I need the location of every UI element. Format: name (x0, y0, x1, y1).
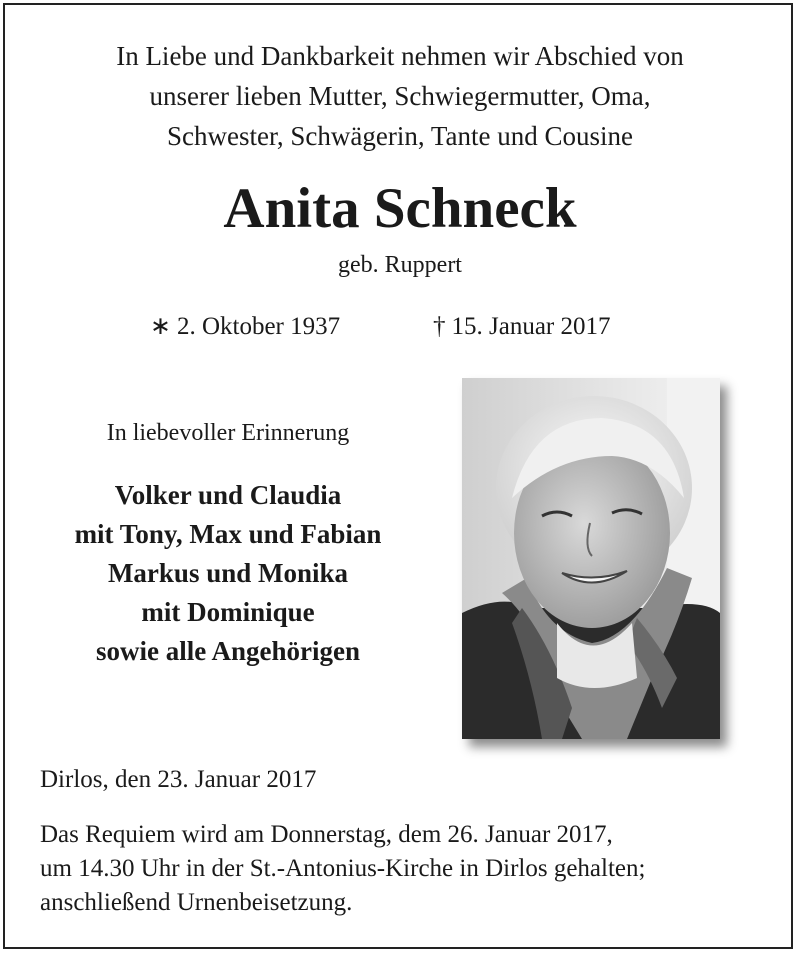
mourner-line: mit Tony, Max und Fabian (74, 519, 382, 549)
intro-line: unserer lieben Mutter, Schwiegermutter, Oma, (149, 81, 651, 111)
intro-line: In Liebe und Dankbarkeit nehmen wir Abschied von (116, 41, 684, 71)
memory-text: In liebevoller Erinnerung (106, 420, 350, 446)
intro-line: Schwester, Schwägerin, Tante und Cousine (167, 121, 633, 151)
death-date (433, 312, 611, 342)
requiem-line: anschließend Urnenbeisetzung. (40, 889, 353, 916)
birth-date-text: 2. Oktober 1937 (176, 313, 341, 340)
mourner-line: Volker und Claudia (114, 480, 342, 510)
intro-text (0, 36, 800, 156)
birth-date (150, 312, 340, 342)
requiem-notice (40, 818, 756, 920)
death-date-text: 15. Januar 2017 (451, 313, 611, 340)
death-cross-icon: † (433, 313, 446, 340)
requiem-line: um 14.30 Uhr in der St.-Antonius-Kirche in Dirlos gehalten; (40, 855, 646, 882)
mourner-line: sowie alle Angehörigen (96, 636, 360, 666)
birth-star-icon: ∗ (150, 313, 171, 340)
mourner-line: mit Dominique (141, 597, 315, 627)
place-and-date: Dirlos, den 23. Januar 2017 (40, 766, 317, 793)
requiem-line: Das Requiem wird am Donnerstag, dem 26. Januar 2017, (40, 821, 613, 848)
maiden-name: geb. Ruppert (338, 252, 462, 278)
mourner-line: Markus und Monika (107, 558, 349, 588)
portrait-photo (462, 378, 720, 739)
deceased-name: Anita Schneck (223, 177, 577, 240)
portrait-illustration (462, 378, 720, 739)
mourners-list (0, 476, 456, 671)
